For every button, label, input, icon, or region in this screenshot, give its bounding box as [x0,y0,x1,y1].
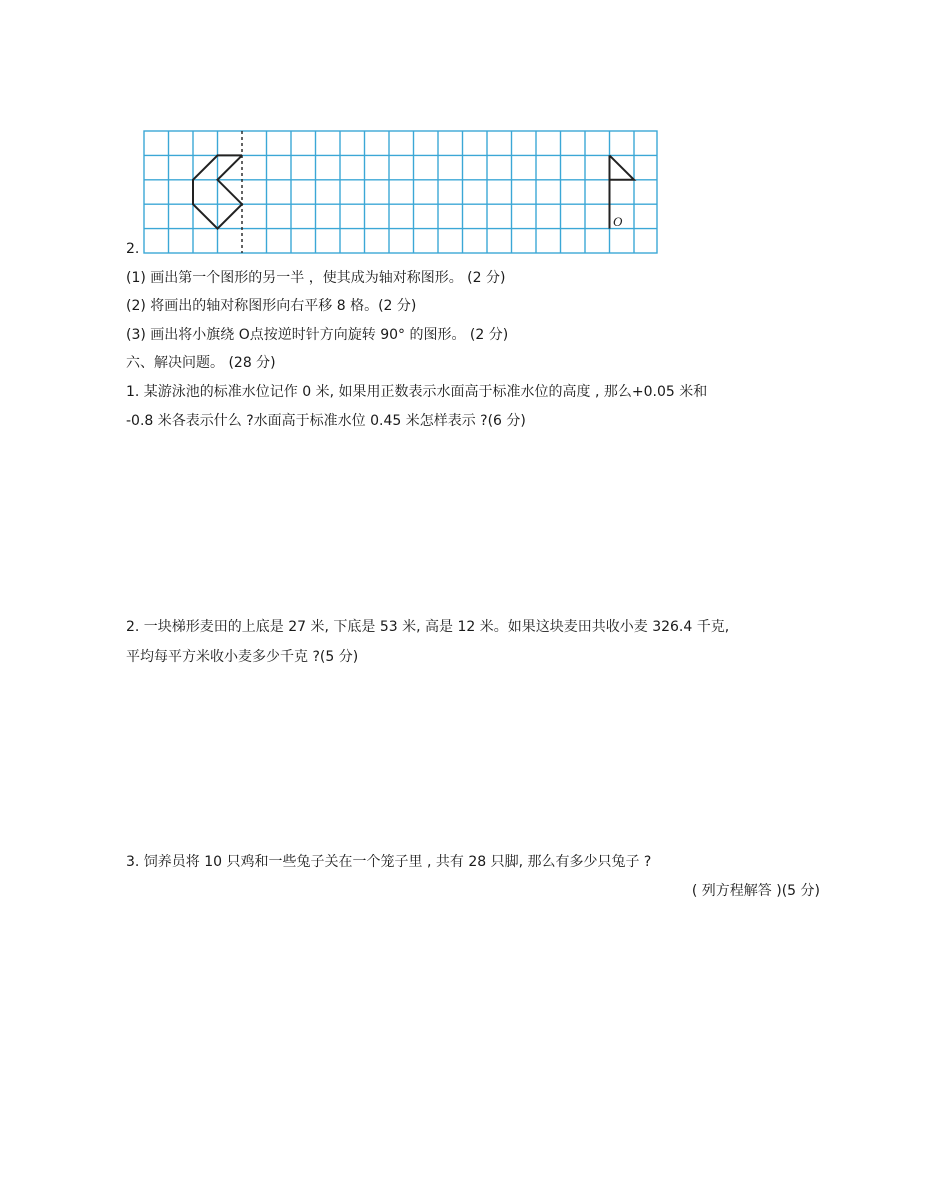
section-title: 六、解决问题。 (28 分) [126,355,276,371]
instruction-1: (1) 画出第一个图形的另一半 ，使其成为轴对称图形。 (2 分) [126,270,506,286]
problem-1-line-2: -0.8 米各表示什么 ?水面高于标准水位 0.45 米怎样表示 ?(6 分) [126,413,526,429]
instruction-2: (2) 将画出的轴对称图形向右平移 8 格。(2 分) [126,298,417,314]
problem-1-line-1: 1. 某游泳池的标准水位记作 0 米, 如果用正数表示水面高于标准水位的高度 , 那么+0.05 米和 [126,384,708,400]
origin-label: O [613,214,623,229]
grid-figure [143,130,659,256]
grid-lines [144,131,657,253]
problem-2-line-2: 平均每平方米收小麦多少千克 ?(5 分) [126,649,359,665]
problem-3-line-2: ( 列方程解答 )(5 分) [691,883,820,899]
figure-number: 2. [126,241,140,257]
problem-3-line-1: 3. 饲养员将 10 只鸡和一些兔子关在一个笼子里 , 共有 28 只脚, 那么有多少只兔子 ? [126,854,652,870]
instruction-3: (3) 画出将小旗绕 O点按逆时针方向旋转 90° 的图形。 (2 分) [126,327,509,343]
problem-2-line-1: 2. 一块梯形麦田的上底是 27 米, 下底是 53 米, 高是 12 米。如果这块麦田共收小麦 326.4 千克, [126,619,730,635]
